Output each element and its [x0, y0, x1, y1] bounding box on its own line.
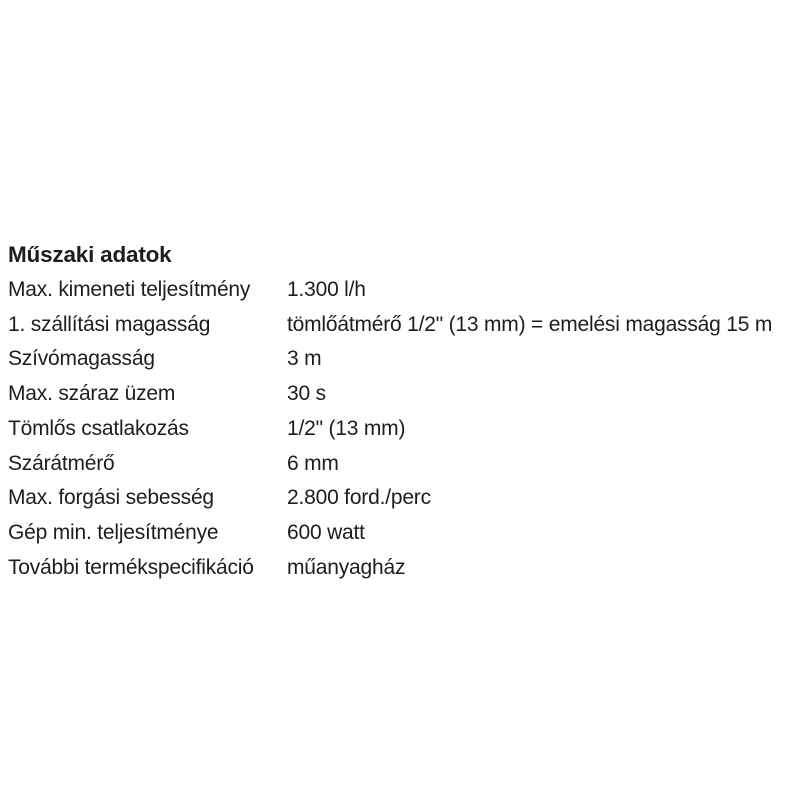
- spec-label: Gép min. teljesítménye: [8, 520, 219, 544]
- spec-value: 1.300 l/h: [287, 278, 366, 301]
- spec-label: 1. szállítási magasság: [8, 312, 211, 336]
- spec-row-max-output: [8, 273, 792, 308]
- spec-value: 3 m: [287, 347, 322, 371]
- spec-label: További termékspecifikáció: [8, 555, 254, 579]
- spec-label: Max. forgási sebesség: [8, 486, 214, 510]
- spec-row-rotation-speed: [8, 481, 792, 516]
- spec-label: Max. száraz üzem: [8, 382, 176, 406]
- spec-label: Tömlős csatlakozás: [8, 416, 189, 440]
- technical-data-title: Műszaki adatok: [8, 242, 172, 267]
- technical-data-table: [8, 237, 792, 585]
- spec-row-delivery-height: [8, 308, 792, 343]
- spec-label: Szívómagasság: [8, 347, 155, 371]
- spec-row-suction-height: [8, 342, 792, 377]
- spec-row-dry-run: [8, 377, 792, 412]
- spec-row-shaft-diameter: [8, 447, 792, 482]
- spec-value: 2.800 ford./perc: [287, 486, 431, 510]
- spec-value: 1/2" (13 mm): [287, 416, 406, 440]
- spec-row-min-machine-power: [8, 516, 792, 551]
- spec-value: 30 s: [287, 382, 326, 406]
- spec-label: Max. kimeneti teljesítmény: [8, 278, 251, 301]
- spec-value: 6 mm: [287, 451, 339, 475]
- spec-value: 600 watt: [287, 520, 365, 544]
- spec-value: műanyagház: [287, 555, 406, 579]
- spec-row-hose-connection: [8, 412, 792, 447]
- spec-row-further-specification: [8, 551, 792, 586]
- spec-label: Szárátmérő: [8, 451, 115, 475]
- spec-value: tömlőátmérő 1/2" (13 mm) = emelési magasság 15 m: [287, 312, 773, 336]
